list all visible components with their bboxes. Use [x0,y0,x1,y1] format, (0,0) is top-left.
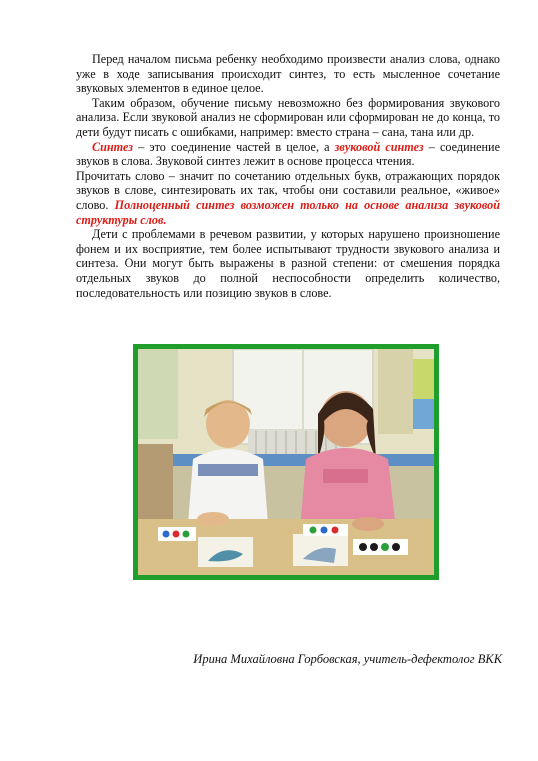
definition-text: – это соединение частей в целое, а [133,139,335,154]
paragraph-speech-problems: Дети с проблемами в речевом развитии, у которых нарушено произношение фонем и их восприятие, тем более испытывают трудности звукового анализа и синтеза. Они могут быть выражены в разной степени: от смешения порядка отдельных звуков до полной неспособности определить количество, последовательность или позицию звуков в слове. [76,227,500,300]
photo-frame [133,344,439,580]
emphasis-full-synthesis: Полноценный синтез возможен только на основе анализа звуковой структуры слов. [76,197,500,227]
paragraph-reading [76,169,500,227]
children-at-table-photo [138,349,434,575]
article-body [76,52,500,300]
author-signature: Ирина Михайловна Горбовская, учитель-дефектолог ВКК [193,652,502,666]
paragraph-writing-training: Таким образом, обучение письму невозможно без формирования звукового анализа. Если звуковой анализ не сформирован или сформирован не до конца, то дети будут писать с ошибками, например: вместо страна – сана, тана или др. [76,95,500,139]
definition-tail: – соединение звуков в слова. Звуковой синтез лежит в основе процесса чтения. [76,139,500,169]
paragraph-synthesis-definition [76,140,500,169]
reading-text: Прочитать слово – значит по сочетанию отдельных букв, отражающих порядок звуков в слове, синтезировать их так, чтобы они составили реальное, «живое» слово. [76,168,500,212]
term-synthesis: Синтез [92,139,133,154]
paragraph-analysis-synthesis: Перед началом письма ребенку необходимо произвести анализ слова, однако уже в ходе записывания происходит синтез, то есть мысленное сочетание звуковых элементов в единое целое. [76,52,500,96]
term-sound-synthesis: звуковой синтез [334,139,424,154]
